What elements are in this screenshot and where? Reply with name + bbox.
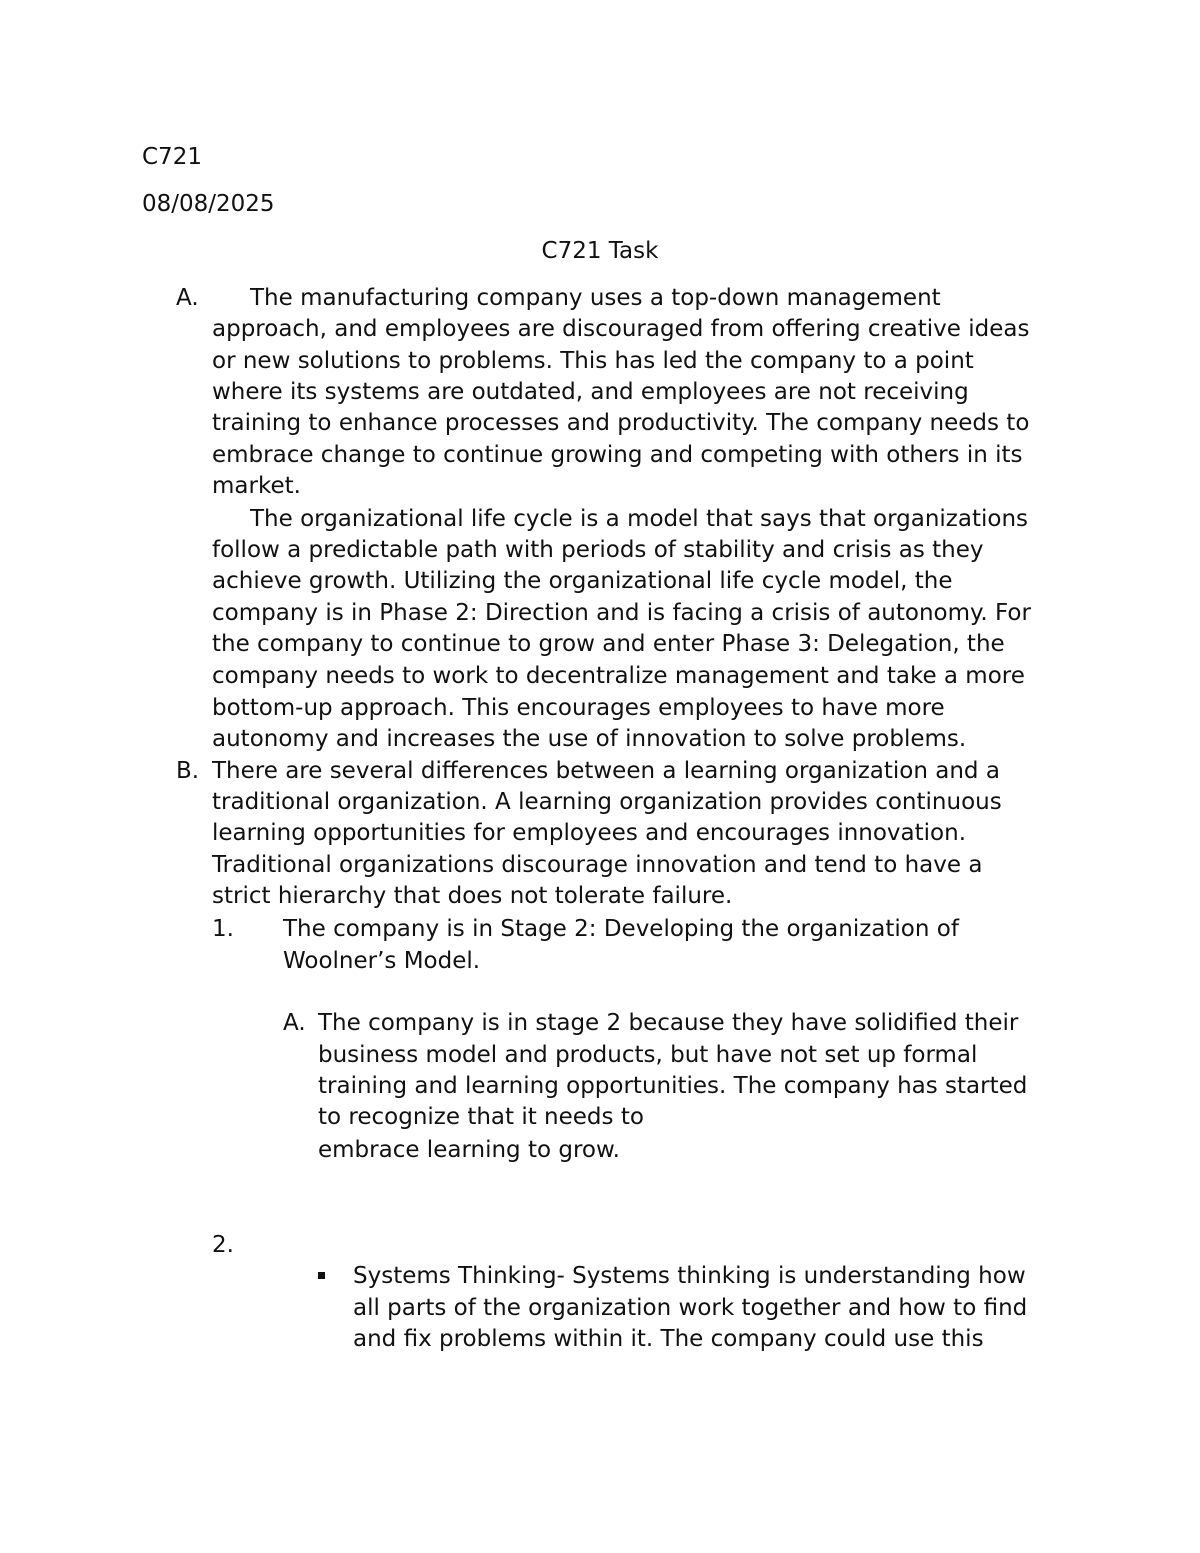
subitem-1a-line: embrace learning to grow. xyxy=(318,1137,620,1163)
section-a-line: bottom-up approach. This encourages employees to have more xyxy=(212,695,945,721)
subitem-1-line: Woolner’s Model. xyxy=(283,948,481,974)
section-b-line: There are several differences between a learning organization and a xyxy=(212,758,1000,784)
section-a-line: follow a predictable path with periods of stability and crisis as they xyxy=(212,537,984,563)
section-a-line: achieve growth. Utilizing the organizational life cycle model, the xyxy=(212,568,953,594)
square-bullet-icon xyxy=(318,1272,325,1279)
section-a-line: the company to continue to grow and enter Phase 3: Delegation, the xyxy=(212,631,1005,657)
section-a-line: company is in Phase 2: Direction and is facing a crisis of autonomy. For xyxy=(212,600,1031,626)
subitem-1-marker: 1. xyxy=(212,916,234,942)
course-code: C721 xyxy=(142,144,202,170)
subitem-1a-line: training and learning opportunities. The company has started xyxy=(318,1073,1028,1099)
bullet-line: and fix problems within it. The company could use this xyxy=(353,1326,984,1352)
subitem-1-line: The company is in Stage 2: Developing the organization of xyxy=(283,916,959,942)
section-a-line: The manufacturing company uses a top-down management xyxy=(250,285,941,311)
section-b-line: strict hierarchy that does not tolerate failure. xyxy=(212,883,733,909)
section-b-marker: B. xyxy=(176,758,200,784)
section-a-line: The organizational life cycle is a model that says that organizations xyxy=(250,506,1029,532)
subitem-2-marker: 2. xyxy=(212,1232,234,1258)
subitem-1a-line: to recognize that it needs to xyxy=(318,1104,644,1130)
section-a-line: where its systems are outdated, and employees are not receiving xyxy=(212,379,969,405)
section-b-line: traditional organization. A learning organization provides continuous xyxy=(212,789,1002,815)
subitem-1a-line: The company is in stage 2 because they have solidified their xyxy=(318,1010,1019,1036)
section-b-line: Traditional organizations discourage innovation and tend to have a xyxy=(212,852,983,878)
section-a-line: market. xyxy=(212,473,301,499)
section-a-line: training to enhance processes and productivity. The company needs to xyxy=(212,410,1030,436)
subitem-1a-line: business model and products, but have not set up formal xyxy=(318,1042,978,1068)
section-a-marker: A. xyxy=(176,285,199,311)
date: 08/08/2025 xyxy=(142,191,275,217)
bullet-line: all parts of the organization work together and how to find xyxy=(353,1295,1028,1321)
section-b-line: learning opportunities for employees and encourages innovation. xyxy=(212,820,967,846)
section-a-line: autonomy and increases the use of innovation to solve problems. xyxy=(212,726,967,752)
section-a-line: embrace change to continue growing and competing with others in its xyxy=(212,442,1023,468)
subitem-1a-marker: A. xyxy=(283,1010,306,1036)
bullet-line: Systems Thinking- Systems thinking is understanding how xyxy=(353,1263,1026,1289)
section-a-line: or new solutions to problems. This has led the company to a point xyxy=(212,348,974,374)
page-title: C721 Task xyxy=(541,238,659,264)
section-a-line: approach, and employees are discouraged from offering creative ideas xyxy=(212,316,1030,342)
section-a-line: company needs to work to decentralize management and take a more xyxy=(212,663,1025,689)
